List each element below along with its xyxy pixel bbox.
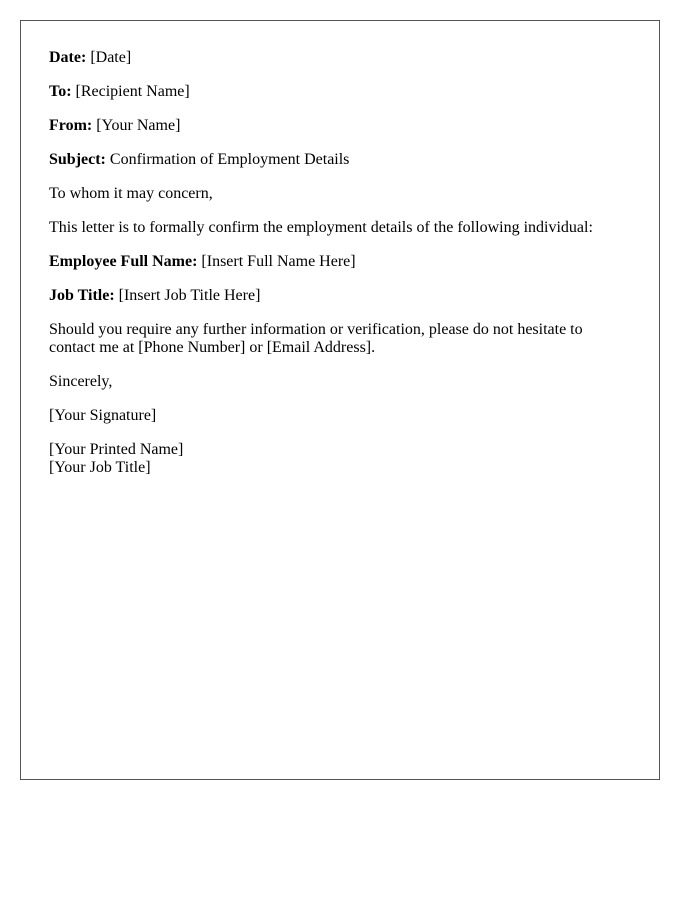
signer-job-title: [Your Job Title]: [49, 459, 151, 476]
employee-name-value: [Insert Full Name Here]: [201, 253, 356, 270]
printed-name: [Your Printed Name]: [49, 441, 184, 458]
job-title-label: Job Title:: [49, 287, 115, 304]
to-label: To:: [49, 83, 72, 100]
signature-placeholder: [Your Signature]: [49, 407, 157, 424]
job-title-value: [Insert Job Title Here]: [118, 287, 261, 304]
subject-line: [49, 151, 631, 169]
employee-name-label: Employee Full Name:: [49, 253, 198, 270]
sign-off: Sincerely,: [49, 373, 113, 390]
to-line: [49, 83, 631, 101]
employee-name-line: [49, 253, 631, 271]
from-line: [49, 117, 631, 135]
contact-paragraph: Should you require any further information or verification, please do not hesitate to contact me at [Phone Number] or [Email Address].: [49, 321, 583, 356]
job-title-line: [49, 287, 631, 305]
date-line: [49, 49, 631, 67]
letter-document: [20, 20, 660, 780]
date-label: Date:: [49, 49, 87, 66]
date-value: [Date]: [90, 49, 132, 66]
from-value: [Your Name]: [96, 117, 181, 134]
to-value: [Recipient Name]: [75, 83, 190, 100]
intro-paragraph: This letter is to formally confirm the employment details of the following individual:: [49, 219, 593, 236]
subject-value: Confirmation of Employment Details: [109, 151, 350, 168]
subject-label: Subject:: [49, 151, 106, 168]
signature-block: [49, 441, 631, 477]
salutation: To whom it may concern,: [49, 185, 213, 202]
from-label: From:: [49, 117, 93, 134]
